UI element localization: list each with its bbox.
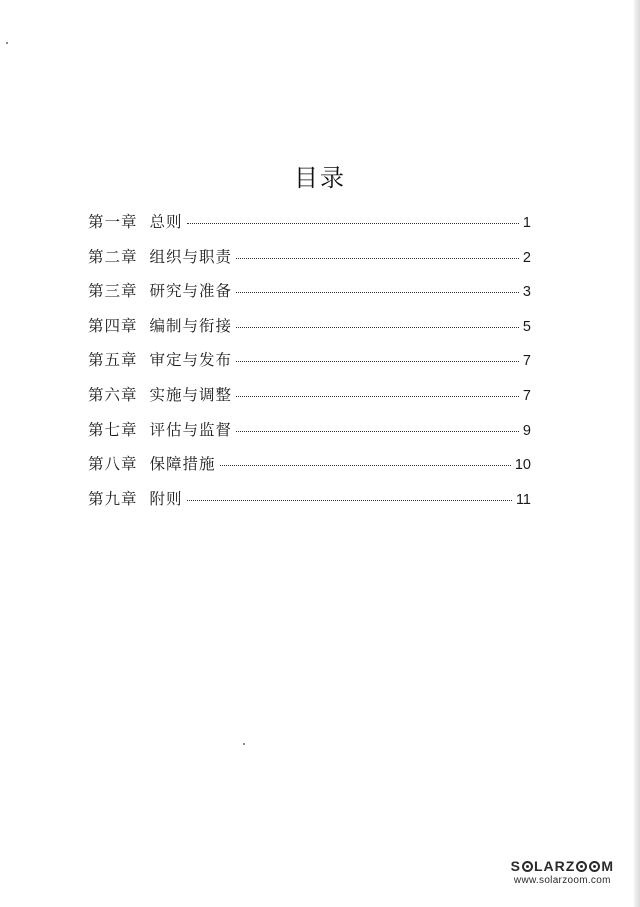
toc-entry[interactable] bbox=[88, 279, 531, 314]
watermark-brand-prefix: S bbox=[510, 858, 521, 874]
toc-dot-leader bbox=[236, 396, 519, 397]
scan-edge-shadow bbox=[634, 0, 640, 907]
toc-entry[interactable] bbox=[88, 487, 531, 522]
toc-chapter-number: 第八章 bbox=[88, 455, 138, 474]
sun-icon bbox=[589, 861, 600, 872]
toc-chapter-number: 第六章 bbox=[88, 385, 138, 404]
toc-page-number: 9 bbox=[522, 422, 531, 439]
toc-chapter-number: 第四章 bbox=[88, 316, 138, 335]
watermark-brand-middle: LARZ bbox=[534, 858, 576, 874]
toc-chapter-title: 实施与调整 bbox=[149, 385, 233, 404]
toc-chapter-title: 编制与衔接 bbox=[149, 316, 233, 335]
toc-chapter-title: 组织与职责 bbox=[149, 247, 233, 266]
scan-speck bbox=[6, 42, 8, 44]
toc-entry[interactable] bbox=[88, 210, 531, 245]
toc-chapter-title: 附则 bbox=[149, 489, 183, 508]
toc-dot-leader bbox=[187, 500, 512, 501]
toc-chapter-title: 保障措施 bbox=[149, 455, 216, 474]
toc-list bbox=[88, 210, 531, 521]
toc-entry[interactable] bbox=[88, 245, 531, 280]
toc-page-number: 3 bbox=[522, 284, 531, 301]
toc-dot-leader bbox=[187, 223, 519, 224]
toc-entry[interactable] bbox=[88, 383, 531, 418]
toc-page-number: 7 bbox=[522, 387, 531, 404]
sun-icon bbox=[576, 861, 587, 872]
toc-title: 目录 bbox=[294, 164, 346, 192]
scan-speck bbox=[243, 743, 245, 745]
toc-page-number: 1 bbox=[522, 215, 531, 231]
toc-dot-leader bbox=[220, 465, 511, 466]
toc-chapter-number: 第三章 bbox=[88, 282, 138, 301]
toc-entry[interactable] bbox=[88, 348, 531, 383]
sun-icon bbox=[522, 861, 533, 872]
toc-chapter-number: 第二章 bbox=[88, 247, 138, 266]
watermark-brand bbox=[511, 858, 614, 874]
toc-chapter-number: 第七章 bbox=[88, 420, 138, 439]
toc-entry[interactable] bbox=[88, 452, 531, 487]
solarzoom-watermark bbox=[511, 858, 614, 886]
toc-page-number: 7 bbox=[522, 353, 531, 370]
toc-dot-leader bbox=[236, 258, 519, 259]
toc-dot-leader bbox=[236, 361, 519, 362]
watermark-url: www.solarzoom.com bbox=[513, 875, 611, 886]
toc-chapter-number: 第九章 bbox=[88, 489, 138, 508]
toc-page-number: 2 bbox=[522, 249, 531, 266]
toc-dot-leader bbox=[236, 327, 519, 328]
toc-page-number: 10 bbox=[514, 457, 531, 474]
toc-entry[interactable] bbox=[88, 314, 531, 349]
toc-chapter-title: 评估与监督 bbox=[149, 420, 233, 439]
toc-chapter-title: 研究与准备 bbox=[149, 282, 233, 301]
toc-dot-leader bbox=[236, 292, 519, 293]
toc-chapter-number: 第五章 bbox=[88, 351, 138, 370]
toc-page-number: 11 bbox=[515, 491, 531, 508]
toc-chapter-title: 总则 bbox=[149, 213, 183, 231]
toc-page-number: 5 bbox=[522, 318, 531, 335]
toc-entry[interactable] bbox=[88, 418, 531, 453]
toc-chapter-number: 第一章 bbox=[88, 213, 138, 231]
toc-chapter-title: 审定与发布 bbox=[149, 351, 233, 370]
toc-dot-leader bbox=[236, 431, 519, 432]
watermark-brand-suffix: M bbox=[601, 858, 614, 874]
